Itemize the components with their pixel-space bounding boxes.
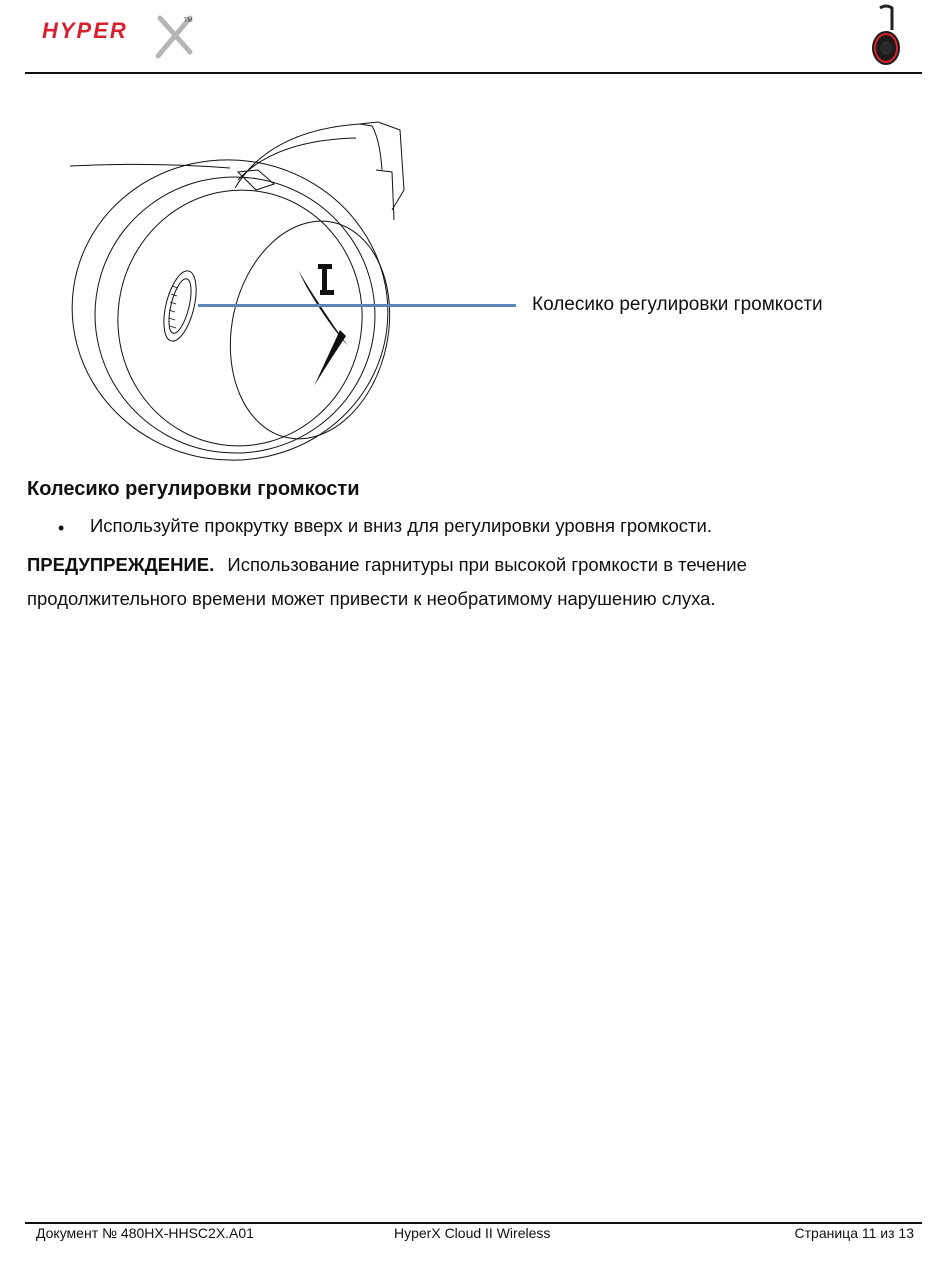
headset-earcup-illustration — [60, 110, 540, 470]
hyperx-logo — [40, 12, 200, 64]
header-divider — [25, 72, 922, 74]
headset-thumbnail-icon — [866, 4, 906, 68]
bullet-icon: • — [58, 518, 65, 538]
warning-text: Использование гарнитуры при высокой громкости в течение продолжительного времени может привести к необратимому нарушению слуха. — [27, 554, 747, 609]
footer-page-number: Страница 11 из 13 — [794, 1225, 914, 1241]
svg-text:HYPER: HYPER — [42, 18, 128, 43]
footer-product-name: HyperX Cloud II Wireless — [394, 1225, 551, 1241]
hyperx-logo-icon — [40, 12, 200, 64]
warning-label: ПРЕДУПРЕЖДЕНИЕ. — [27, 554, 215, 575]
section-heading: Колесико регулировки громкости — [27, 478, 360, 500]
warning-paragraph — [27, 548, 907, 616]
callout-label: Колесико регулировки громкости — [532, 294, 823, 315]
headset-thumbnail — [866, 4, 906, 68]
callout-line — [198, 304, 516, 307]
svg-text:TM: TM — [184, 18, 193, 24]
footer-divider — [25, 1222, 922, 1224]
bullet-item: Используйте прокрутку вверх и вниз для регулировки уровня громкости. — [90, 515, 712, 536]
headset-earcup-icon — [60, 110, 540, 470]
footer-document-number: Документ № 480HX-HHSC2X.A01 — [36, 1225, 254, 1241]
